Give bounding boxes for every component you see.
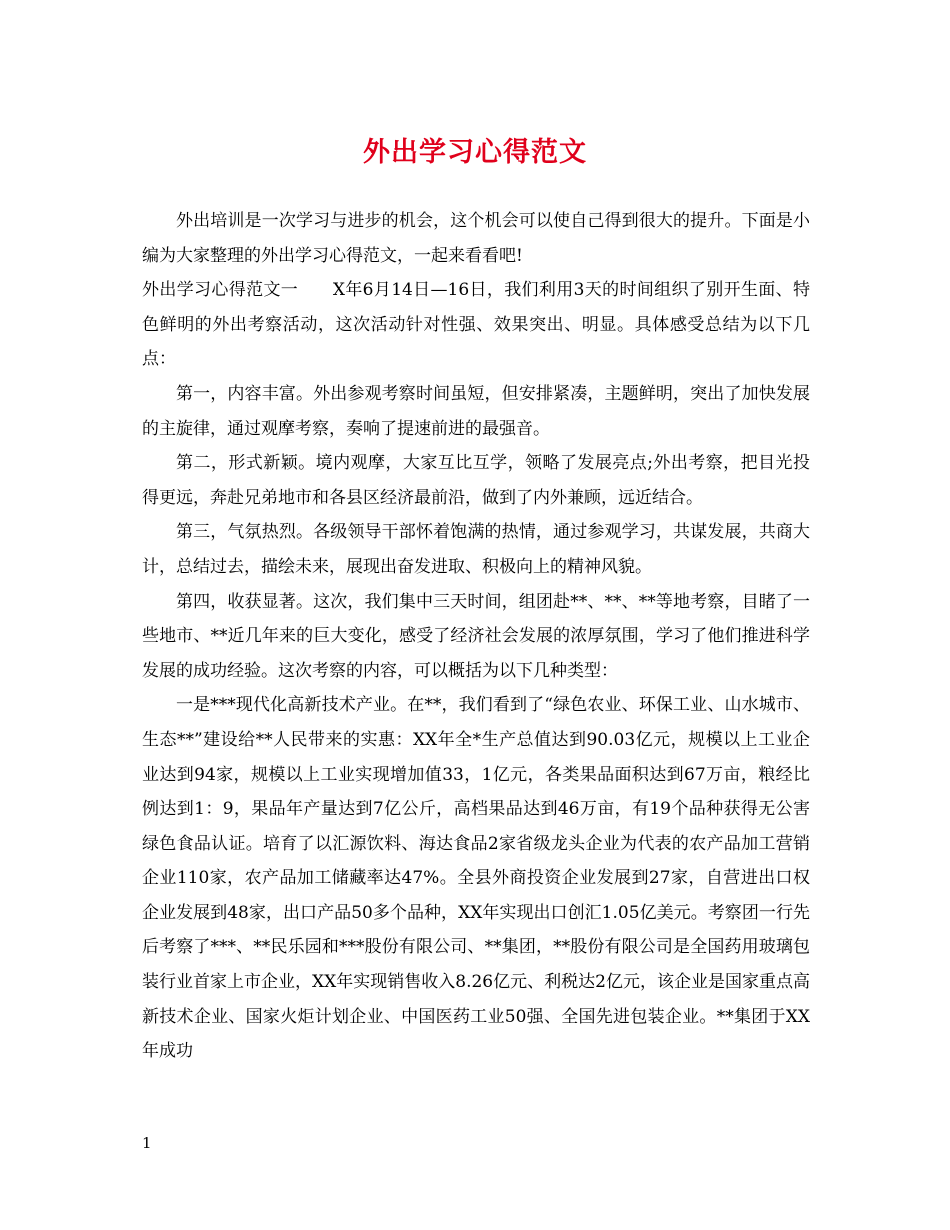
- paragraph-industry-detail: 一是***现代化高新技术产业。在**，我们看到了“绿色农业、环保工业、山水城市、生态**”建设给**人民带来的实惠：XX年全*生产总值达到90.03亿元，规模以上工业企业达到94家，规模以上工业实现增加值33，1亿元，各类果品面积达到67万亩，粮经比例达到1：9，果品年产量达到7亿公斤，高档果品达到46万亩，有19个品种获得无公害绿色食品认证。培育了以汇源饮料、海达食品2家省级龙头企业为代表的农产品加工营销企业110家，农产品加工储藏率达47%。全县外商投资企业发展到27家，自营进出口权企业发展到48家，出口产品50多个品种，XX年实现出口创汇1.05亿美元。考察团一行先后考察了***、**民乐园和***股份有限公司、**集团，**股份有限公司是全国药用玻璃包装行业首家上市企业，XX年实现销售收入8.26亿元、利税达2亿元，该企业是国家重点高新技术企业、国家火炬计划企业、中国医药工业50强、全国先进包装企业。**集团于XX年成功: [142, 695, 810, 1062]
- paragraph-fourth-point: 第四，收获显著。这次，我们集中三天时间，组团赴**、**、**等地考察，目睹了一些地市、**近几年来的巨大变化，感受了经济社会发展的浓厚氛围，学习了他们推进科学发展的成功经验。这次考察的内容，可以概括为以下几种类型：: [142, 591, 810, 681]
- paragraph-sample-heading: 外出学习心得范文一 X年6月14日—16日，我们利用3天的时间组织了别开生面、特色鲜明的外出考察活动，这次活动针对性强、效果突出、明显。具体感受总结为以下几点：: [142, 280, 810, 370]
- paragraph-third-point: 第三，气氛热烈。各级领导干部怀着饱满的热情，通过参观学习，共谋发展，共商大计，总结过去，描绘未来，展现出奋发进取、积极向上的精神风貌。: [142, 522, 810, 577]
- page-number: 1: [142, 1134, 152, 1152]
- paragraph-intro: 外出培训是一次学习与进步的机会，这个机会可以使自己得到很大的提升。下面是小编为大家整理的外出学习心得范文，一起来看看吧!: [142, 211, 810, 266]
- document-body: [142, 204, 810, 1069]
- paragraph-first-point: 第一，内容丰富。外出参观考察时间虽短，但安排紧凑，主题鲜明，突出了加快发展的主旋律，通过观摩考察，奏响了提速前进的最强音。: [142, 383, 810, 439]
- paragraph-second-point: 第二，形式新颖。境内观摩，大家互比互学，领略了发展亮点;外出考察，把目光投得更远，奔赴兄弟地市和各县区经济最前沿，做到了内外兼顾，远近结合。: [142, 453, 810, 508]
- document-title: 外出学习心得范文: [363, 137, 587, 168]
